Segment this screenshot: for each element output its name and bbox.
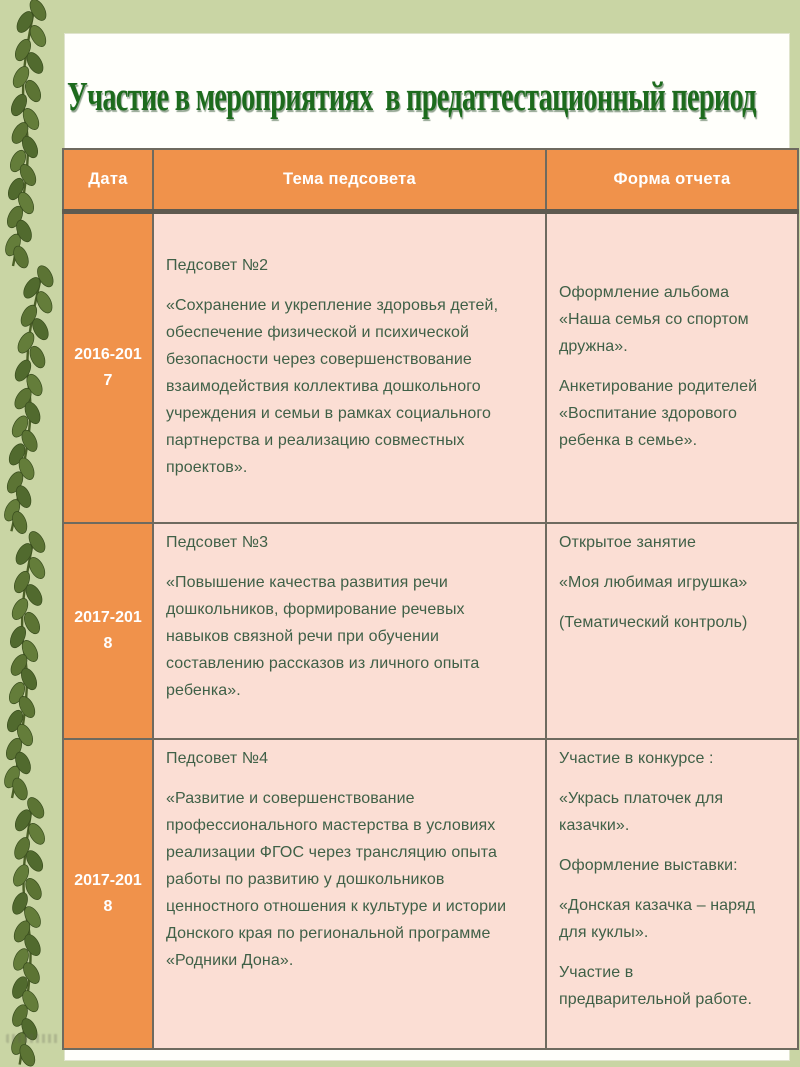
topic-cell: [153, 739, 546, 1049]
paragraph: Анкетирование родителей «Воспитание здорового ребенка в семье».: [559, 377, 758, 449]
watermark: [6, 1034, 58, 1043]
paragraph: Участие в предварительной работе.: [559, 964, 753, 1008]
report-cell: [546, 211, 798, 523]
paragraph: Открытое занятие: [559, 534, 697, 551]
report-cell: [546, 739, 798, 1049]
paragraph: «Донская казачка – наряд для куклы».: [559, 897, 756, 941]
table-header: [63, 149, 798, 211]
col-header-date: Дата: [63, 149, 153, 211]
report-cell: [546, 523, 798, 739]
paragraph: «Повышение качества развития речи дошкольников, формирование речевых навыков связной речи при обучении составлению рассказов из личного опыта ребенка».: [166, 574, 480, 699]
table-row: [63, 211, 798, 523]
paragraph: «Укрась платочек для казачки».: [559, 790, 724, 834]
col-header-topic: Тема педсовета: [153, 149, 546, 211]
paragraph: «Развитие и совершенствование профессионального мастерства в условиях реализации ФГОС через трансляцию опыта работы по развитию у дошкольников ценностного отношения к культуре и истории Донского края по региональной программе «Родники Дона».: [166, 790, 507, 969]
page-title: [67, 72, 792, 126]
paragraph: Педсовет №4: [166, 750, 269, 767]
paragraph: Оформление альбома «Наша семья со спортом дружна».: [559, 283, 749, 355]
paragraph: (Тематический контроль): [559, 614, 748, 631]
paragraph: «Моя любимая игрушка»: [559, 574, 748, 591]
paragraph: Педсовет №2: [166, 256, 269, 274]
table-row: [63, 739, 798, 1049]
topic-cell: [153, 523, 546, 739]
events-table: [62, 148, 799, 1050]
paragraph: Оформление выставки:: [559, 857, 738, 874]
paragraph: Педсовет №3: [166, 534, 269, 551]
page-title-text: Участие в мероприятиях в предаттестационный период: [67, 73, 756, 119]
paragraph: «Сохранение и укрепление здоровья детей, обеспечение физической и психической безопасности через совершенствование взаимодействия коллектива дошкольного учреждения и семьи в рамках социального партнерства и реализацию совместных проектов».: [166, 296, 499, 476]
header-row: [63, 149, 798, 211]
leaf-vine-icon: [0, 0, 64, 1067]
date-cell: 2017-2018: [63, 739, 153, 1049]
table-row: [63, 523, 798, 739]
date-cell: 2017-2018: [63, 523, 153, 739]
col-header-report: Форма отчета: [546, 149, 798, 211]
date-cell: 2016-2017: [63, 211, 153, 523]
topic-cell: [153, 211, 546, 523]
paragraph: Участие в конкурсе :: [559, 750, 714, 767]
